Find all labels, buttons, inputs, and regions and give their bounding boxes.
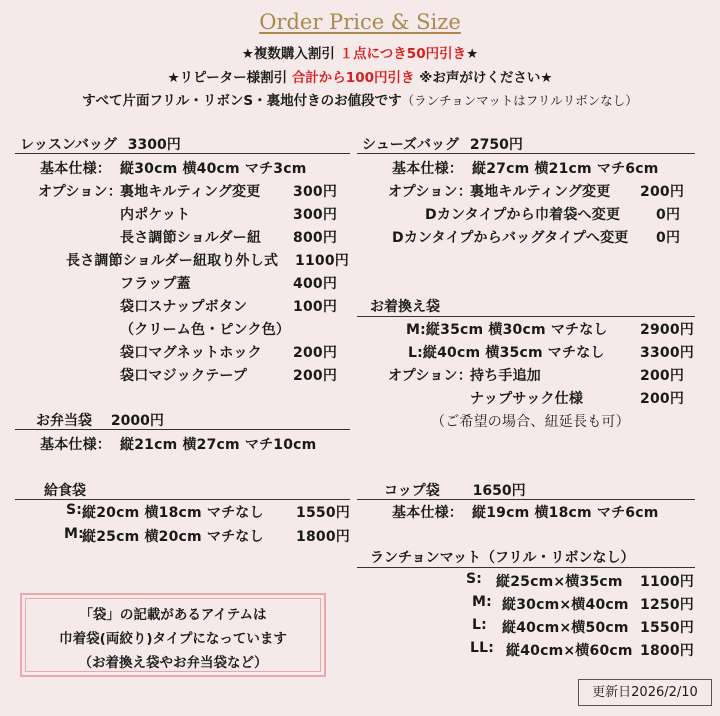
bento-bag-price: 2000円	[110, 413, 164, 429]
lesson-option-name: 袋口スナップボタン	[120, 299, 248, 315]
discount-repeat-note: ※お声がけください★	[419, 70, 553, 86]
lesson-bag-title: レッスンバッグ	[20, 137, 117, 153]
lunch-bag-heading: 給食袋	[44, 483, 86, 499]
discount-multi-amount: １点につき50円引き	[339, 46, 467, 62]
shoes-option-name: Dカンタイプから巾着袋へ変更	[425, 207, 621, 223]
discount-multi-label: ★複数購入割引	[241, 46, 335, 62]
lunch-bag-size: S:	[66, 502, 83, 518]
lesson-option-price: 1100円	[295, 253, 349, 269]
discount-line-multi	[0, 42, 720, 62]
shoes-option-price: 0円	[656, 207, 681, 223]
luncheon-mat-size: S:	[466, 571, 483, 587]
lesson-bag-option-label: オプション：	[38, 184, 122, 200]
divider	[357, 567, 695, 568]
changing-option-price: 200円	[640, 368, 685, 384]
lesson-option-name: （クリーム色・ピンク色）	[120, 322, 291, 338]
luncheon-mat-price: 1250円	[640, 597, 694, 613]
base-price-text: すべて片面フリル・リボンS・裏地付きのお値段です	[82, 93, 402, 109]
changing-bag-price: 3300円	[640, 345, 694, 361]
lesson-option-price: 800円	[293, 230, 338, 246]
luncheon-mat-heading: ランチョンマット（フリル・リボンなし）	[370, 550, 635, 566]
lesson-bag-heading	[20, 134, 181, 154]
lesson-option-price: 200円	[293, 368, 338, 384]
bento-bag-heading	[36, 410, 164, 430]
lesson-option-name: 袋口マグネットホック	[120, 345, 262, 361]
changing-bag-note: （ご希望の場合、紐延長も可）	[431, 414, 630, 430]
lunch-bag-spec: 縦20cm 横18cm マチなし	[82, 505, 264, 521]
changing-option-name: ナップサック仕様	[470, 391, 584, 407]
luncheon-mat-price: 1550円	[640, 620, 694, 636]
lunch-bag-price: 1550円	[296, 505, 350, 521]
luncheon-mat-spec: 縦40cm×横50cm	[502, 620, 629, 636]
changing-bag-price: 2900円	[640, 322, 694, 338]
lesson-option-name: 袋口マジックテープ	[120, 368, 248, 384]
lesson-option-price: 200円	[293, 345, 338, 361]
changing-bag-spec: M:縦35cm 横30cm マチなし	[406, 322, 608, 338]
cup-bag-heading	[384, 480, 526, 500]
luncheon-mat-size: LL:	[470, 640, 495, 656]
bento-bag-basic-spec: 縦21cm 横27cm マチ10cm	[120, 437, 317, 453]
shoes-option-name: 裏地キルティング変更	[470, 184, 611, 200]
shoes-option-name: Dカンタイプからバッグタイプへ変更	[392, 230, 629, 246]
shoes-option-price: 0円	[656, 230, 681, 246]
lesson-option-price: 300円	[293, 207, 338, 223]
shoes-bag-basic-spec: 縦27cm 横21cm マチ6cm	[472, 161, 659, 177]
shoes-bag-option-label: オプション：	[388, 184, 472, 200]
discount-line-repeat	[0, 66, 720, 86]
lesson-option-price: 400円	[293, 276, 338, 292]
lesson-option-name: 内ポケット	[120, 207, 191, 223]
shoes-bag-title: シューズバッグ	[362, 137, 460, 153]
lesson-bag-basic-spec: 縦30cm 横40cm マチ3cm	[120, 161, 307, 177]
cup-bag-basic-spec: 縦19cm 横18cm マチ6cm	[472, 505, 659, 521]
lesson-bag-price: 3300円	[127, 137, 181, 153]
notice-box	[20, 593, 326, 677]
changing-bag-heading: お着換え袋	[370, 299, 440, 315]
cup-bag-basic-label: 基本仕様：	[392, 505, 463, 521]
page-title: Order Price & Size	[259, 10, 461, 34]
cup-bag-title: コップ袋	[384, 483, 440, 499]
divider	[357, 316, 695, 317]
lesson-option-name: 裏地キルティング変更	[120, 184, 261, 200]
discount-repeat-amount: 合計から100円引き	[291, 70, 415, 86]
lesson-option-name: 長さ調節ショルダー紐	[120, 230, 262, 246]
divider	[15, 429, 350, 430]
lesson-option-name: フラップ蓋	[120, 276, 191, 292]
luncheon-mat-size: M:	[472, 594, 492, 610]
luncheon-mat-price: 1800円	[640, 643, 694, 659]
bento-bag-title: お弁当袋	[36, 413, 92, 429]
divider	[357, 499, 695, 500]
discount-repeat-label: ★リピーター様割引	[167, 70, 288, 86]
lunch-bag-spec: 縦25cm 横20cm マチなし	[82, 529, 264, 545]
divider	[15, 499, 350, 500]
lesson-bag-basic-label: 基本仕様：	[40, 161, 111, 177]
updated-date: 更新日2026/2/10	[578, 679, 712, 706]
luncheon-mat-spec: 縦40cm×横60cm	[506, 643, 633, 659]
notice-line: 「袋」の記載があるアイテムは	[79, 607, 267, 623]
cup-bag-price: 1650円	[472, 483, 526, 499]
lunch-bag-size: M:	[64, 526, 84, 542]
luncheon-mat-price: 1100円	[640, 574, 694, 590]
shoes-bag-basic-label: 基本仕様：	[392, 161, 463, 177]
changing-option-name: 持ち手追加	[470, 368, 541, 384]
luncheon-mat-spec: 縦25cm×横35cm	[496, 574, 623, 590]
discount-multi-star: ★	[466, 46, 479, 62]
notice-line: （お着換え袋やお弁当袋など）	[78, 655, 268, 671]
luncheon-mat-spec: 縦30cm×横40cm	[502, 597, 629, 613]
lesson-option-name: 長さ調節ショルダー紐取り外し式	[66, 253, 279, 269]
lesson-option-price: 300円	[293, 184, 338, 200]
changing-bag-option-label: オプション：	[388, 368, 472, 384]
bento-bag-basic-label: 基本仕様：	[40, 437, 111, 453]
lesson-option-price: 100円	[293, 299, 338, 315]
lunch-bag-price: 1800円	[296, 529, 350, 545]
changing-bag-spec: L:縦40cm 横35cm マチなし	[408, 345, 605, 361]
shoes-bag-price: 2750円	[469, 137, 523, 153]
notice-line: 巾着袋(両絞り)タイプになっています	[59, 631, 287, 647]
base-price-note	[0, 89, 720, 109]
shoes-option-price: 200円	[640, 184, 685, 200]
base-price-subnote: （ランチョンマットはフリルリボンなし）	[401, 93, 638, 108]
changing-option-price: 200円	[640, 391, 685, 407]
shoes-bag-heading	[362, 134, 523, 154]
divider	[357, 153, 695, 154]
luncheon-mat-size: L:	[472, 617, 487, 633]
divider	[15, 153, 350, 154]
